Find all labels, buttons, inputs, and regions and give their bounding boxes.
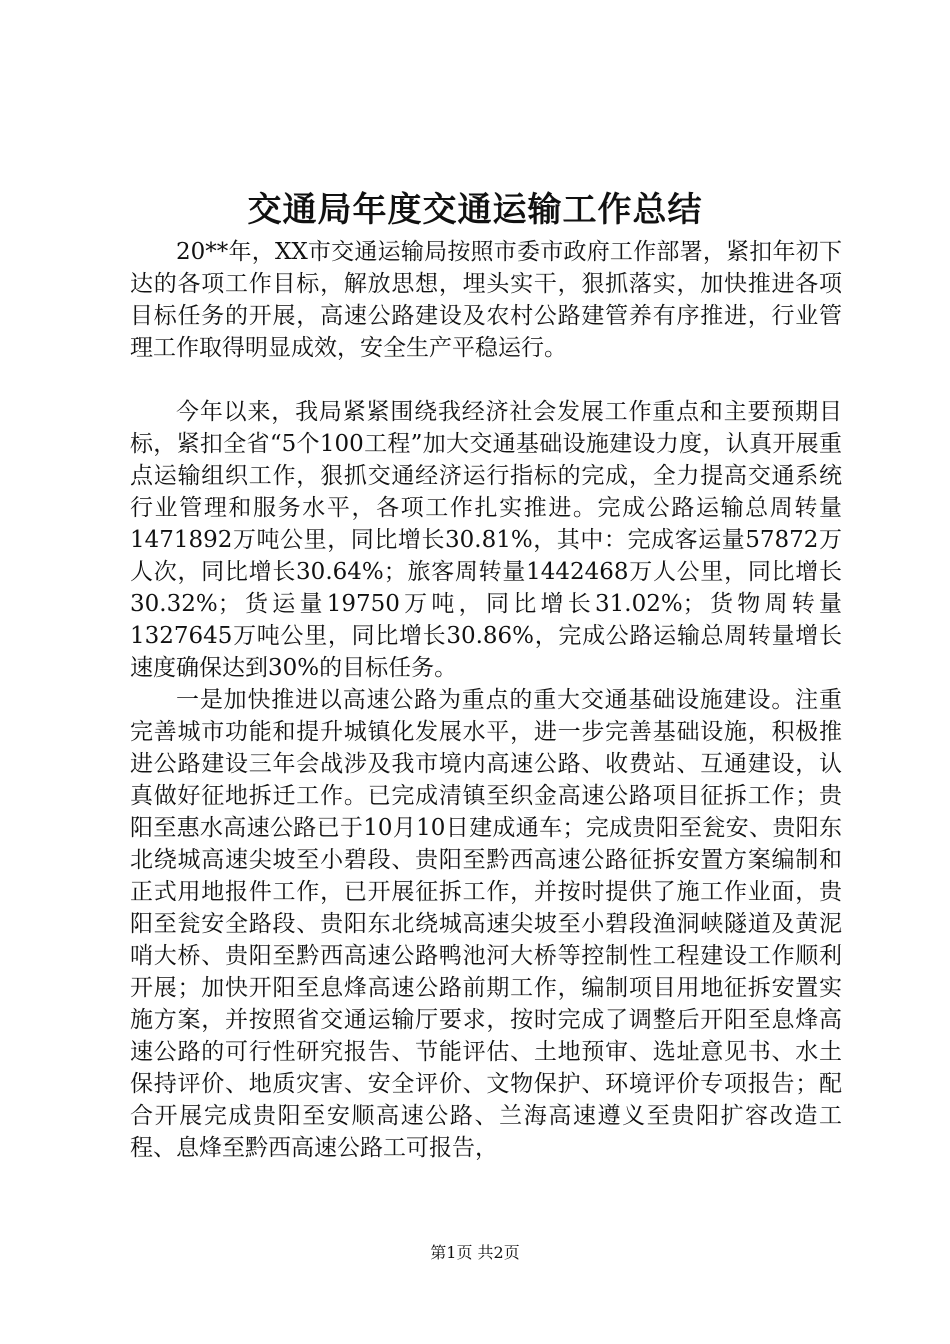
paragraph-statistics: 今年以来，我局紧紧围绕我经济社会发展工作重点和主要预期目标，紧扣全省“5个100工程”加大交通基础设施建设力度，认真开展重点运输组织工作，狠抓交通经济运行指标的完成，全力提高交通系统行业管理和服务水平，各项工作扎实推进。完成公路运输总周转量1471892万吨公里，同比增长30.81%，其中：完成客运量57872万人次，同比增长30.64%；旅客周转量1442468万人公里，同比增长30.32%；货运量19750万吨，同比增长31.02%；货物周转量1327645万吨公里，同比增长30.86%，完成公路运输总周转量增长速度确保达到30%的目标任务。 [130, 399, 842, 681]
paragraph-highway-construction: 一是加快推进以高速公路为重点的重大交通基础设施建设。注重完善城市功能和提升城镇化发展水平，进一步完善基础设施，积极推进公路建设三年会战涉及我市境内高速公路、收费站、互通建设，认真做好征地拆迁工作。已完成清镇至织金高速公路项目征拆工作；贵阳至惠水高速公路已于10月10日建成通车；完成贵阳至瓮安、贵阳东北绕城高速尖坡至小碧段、贵阳至黔西高速公路征拆安置方案编制和正式用地报件工作，已开展征拆工作，并按时提供了施工作业面，贵阳至瓮安全路段、贵阳东北绕城高速尖坡至小碧段渔洞峡隧道及黄泥哨大桥、贵阳至黔西高速公路鸭池河大桥等控制性工程建设工作顺利开展；加快开阳至息烽高速公路前期工作，编制项目用地征拆安置实施方案，并按照省交通运输厅要求，按时完成了调整后开阳至息烽高速公路的可行性研究报告、节能评估、土地预审、选址意见书、水土保持评价、地质灾害、安全评价、文物保护、环境评价专项报告；配合开展完成贵阳至安顺高速公路、兰海高速遵义至贵阳扩容改造工程、息烽至黔西高速公路工可报告， [130, 687, 842, 1161]
document-title: 交通局年度交通运输工作总结 [247, 190, 703, 230]
document-body [130, 236, 842, 1164]
page-number-footer: 第1页 共2页 [430, 1243, 520, 1262]
paragraph-intro: 20**年，XX市交通运输局按照市委市政府工作部署，紧扣年初下达的各项工作目标，解放思想，埋头实干，狠抓落实，加快推进各项目标任务的开展，高速公路建设及农村公路建管养有序推进，行业管理工作取得明显成效，安全生产平稳运行。 [130, 239, 842, 361]
paragraph-spacer [130, 364, 842, 396]
